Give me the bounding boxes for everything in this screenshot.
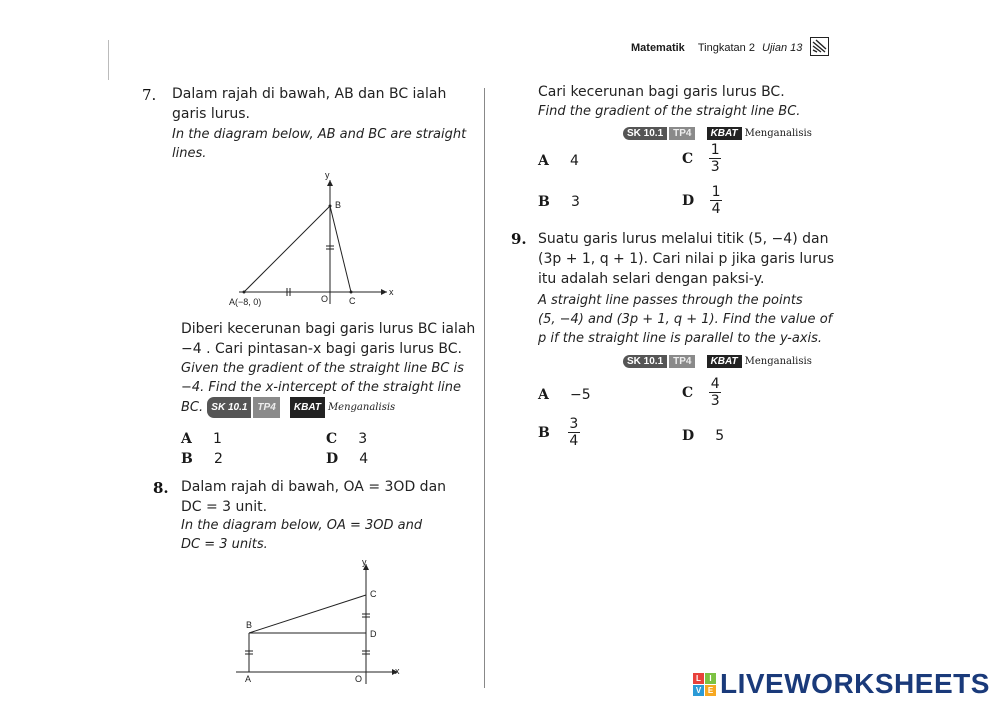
- q7-given-en-line: −4. Find the x-intercept of the straight line: [181, 380, 462, 395]
- badge-sk: SK 10.1: [207, 397, 251, 418]
- q9-option-c[interactable]: [682, 376, 721, 409]
- option-value: 1: [212, 431, 222, 447]
- q8-option-b[interactable]: [538, 191, 580, 210]
- q8-label-a: A: [245, 674, 252, 684]
- option-label: B: [538, 424, 550, 441]
- q7-label-c: C: [349, 296, 356, 306]
- q9-text-ms-line: (3p + 1, q + 1). Cari nilai p jika garis lurus: [538, 251, 835, 267]
- option-label: C: [326, 431, 338, 447]
- q7-number: 7.: [142, 86, 157, 104]
- q8-label-d: D: [370, 629, 377, 639]
- q8-line-bc: [249, 595, 366, 633]
- header-unit: Ujian 13: [762, 42, 803, 54]
- q9-badges: [623, 351, 812, 370]
- logo-tile: I: [705, 673, 716, 684]
- q9-text-ms-line: Suatu garis lurus melalui titik (5, −4) dan: [538, 231, 829, 247]
- fraction-numerator: 1: [710, 142, 720, 158]
- option-value: −5: [569, 387, 591, 403]
- q7-text-ms-line: Dalam rajah di bawah, AB dan BC ialah: [172, 86, 447, 102]
- q8-cont-en: Find the gradient of the straight line BC.: [538, 104, 801, 119]
- q7-option-d[interactable]: [326, 448, 368, 467]
- q7-given-en-line: BC.: [181, 400, 204, 415]
- q8-diagram: [236, 556, 416, 686]
- q9-text-en-line: p if the straight line is parallel to the y-axis.: [538, 331, 823, 346]
- q7-text-ms: [172, 84, 472, 124]
- q9-option-b[interactable]: [538, 416, 580, 449]
- q8-number: 8.: [153, 479, 169, 497]
- q8-label-y: y: [362, 557, 367, 567]
- liveworksheets-logo-icon: [693, 673, 716, 696]
- q8-label-x: x: [395, 666, 400, 676]
- q7-label-x: x: [389, 287, 394, 297]
- q8-text-en: [181, 516, 481, 554]
- q9-text-ms: [538, 229, 838, 289]
- liveworksheets-text: LIVEWORKSHEETS: [720, 668, 990, 699]
- fraction-numerator: 3: [569, 416, 579, 432]
- fraction-numerator: 4: [710, 376, 720, 392]
- page-edge: [108, 40, 109, 80]
- q7-given-ms-line: −4 . Cari pintasan-x bagi garis lurus BC.: [181, 341, 462, 357]
- q7-text-ms-line: garis lurus.: [172, 106, 250, 122]
- q8-option-d[interactable]: [682, 184, 722, 217]
- option-value: 5: [715, 428, 725, 444]
- logo-tile: E: [705, 685, 716, 696]
- option-label: D: [682, 192, 695, 209]
- option-label: B: [538, 194, 550, 210]
- q7-given-en: [181, 359, 481, 418]
- logo-tile: V: [693, 685, 704, 696]
- q9-text-ms-line: itu adalah selari dengan paksi-y.: [538, 271, 765, 287]
- q7-x-arrow-icon: [381, 289, 387, 295]
- badge-tp: TP4: [669, 127, 695, 140]
- badge-level: Menganalisis: [744, 128, 812, 139]
- badge-level: Menganalisis: [744, 356, 812, 367]
- q8-text-ms: [181, 477, 481, 517]
- option-fraction: [568, 416, 580, 449]
- q7-given-ms: [181, 319, 481, 359]
- q7-label-y: y: [325, 170, 330, 180]
- option-fraction: [709, 376, 721, 409]
- q7-option-b[interactable]: [181, 448, 223, 467]
- q7-given-en-line: Given the gradient of the straight line BC is: [181, 361, 464, 376]
- q7-given-ms-line: Diberi kecerunan bagi garis lurus BC ialah: [181, 321, 476, 337]
- q9-option-d[interactable]: [682, 425, 724, 444]
- header-logo-icon: [810, 37, 829, 56]
- fraction-numerator: 1: [711, 184, 721, 200]
- q7-text-en: [172, 125, 472, 163]
- q8-cont-ms: Cari kecerunan bagi garis lurus BC.: [538, 84, 785, 100]
- option-fraction: [709, 142, 721, 175]
- option-label: D: [326, 451, 339, 467]
- q7-given-en-last: [181, 397, 481, 418]
- badge-kbat: KBAT: [707, 127, 742, 140]
- header-subject: Matematik: [631, 42, 685, 54]
- q7-text-en-line: In the diagram below, AB and BC are straight: [172, 127, 467, 142]
- fraction-denominator: 4: [569, 433, 579, 449]
- q8-text-ms-line: DC = 3 unit.: [181, 499, 268, 515]
- q7-y-arrow-icon: [327, 180, 333, 186]
- q8-option-a[interactable]: [538, 150, 579, 169]
- badge-sk: SK 10.1: [623, 127, 667, 140]
- badge-tp: TP4: [669, 355, 695, 368]
- q7-line-ab: [244, 206, 330, 292]
- option-label: C: [682, 384, 694, 401]
- fraction-denominator: 3: [710, 393, 720, 409]
- q7-point-a: [243, 291, 246, 294]
- q7-diagram: [225, 168, 395, 310]
- q9-text-en-line: A straight line passes through the points: [538, 293, 803, 308]
- option-value: 4: [569, 153, 579, 169]
- option-value: 3: [358, 431, 368, 447]
- badge-level: Menganalisis: [327, 402, 396, 413]
- option-label: D: [682, 428, 695, 444]
- page-header: [631, 42, 802, 54]
- column-divider: [484, 88, 485, 688]
- q8-label-c: C: [370, 589, 377, 599]
- option-label: A: [181, 431, 192, 447]
- q9-number: 9.: [511, 230, 527, 248]
- badge-kbat: KBAT: [290, 397, 325, 418]
- q8-text-en-line: DC = 3 units.: [181, 537, 268, 552]
- q8-option-c[interactable]: [682, 142, 721, 175]
- option-label: A: [538, 153, 549, 169]
- fraction-denominator: 4: [711, 201, 721, 217]
- option-label: B: [181, 451, 193, 467]
- option-value: 2: [213, 451, 223, 467]
- badge-tp: TP4: [253, 397, 279, 418]
- option-label: C: [682, 150, 694, 167]
- q7-label-o: O: [321, 294, 329, 304]
- q7-label-a: A(−8, 0): [229, 297, 262, 307]
- q8-label-b: B: [246, 620, 253, 630]
- q8-label-o: O: [355, 674, 363, 684]
- q7-label-b: B: [335, 200, 342, 210]
- option-label: A: [538, 387, 549, 403]
- q8-text-en-line: In the diagram below, OA = 3OD and: [181, 518, 423, 533]
- badge-sk: SK 10.1: [623, 355, 667, 368]
- q8-text-ms-line: Dalam rajah di bawah, OA = 3OD dan: [181, 479, 447, 495]
- q7-option-c[interactable]: [326, 428, 367, 447]
- q8-badges: [623, 123, 812, 142]
- q7-option-a[interactable]: [181, 428, 222, 447]
- badge-kbat: KBAT: [707, 355, 742, 368]
- liveworksheets-watermark: [693, 668, 990, 700]
- q9-option-a[interactable]: [538, 384, 591, 403]
- q7-text-en-line: lines.: [172, 146, 207, 161]
- q7-point-c: [350, 291, 353, 294]
- header-form: Tingkatan 2: [697, 42, 755, 54]
- q7-point-b: [329, 205, 332, 208]
- option-value: 3: [570, 194, 580, 210]
- option-value: 4: [359, 451, 369, 467]
- q9-text-en-line: (5, −4) and (3p + 1, q + 1). Find the value of: [538, 312, 833, 327]
- fraction-denominator: 3: [710, 159, 720, 175]
- q9-text-en: [538, 291, 838, 348]
- logo-tile: L: [693, 673, 704, 684]
- option-fraction: [710, 184, 722, 217]
